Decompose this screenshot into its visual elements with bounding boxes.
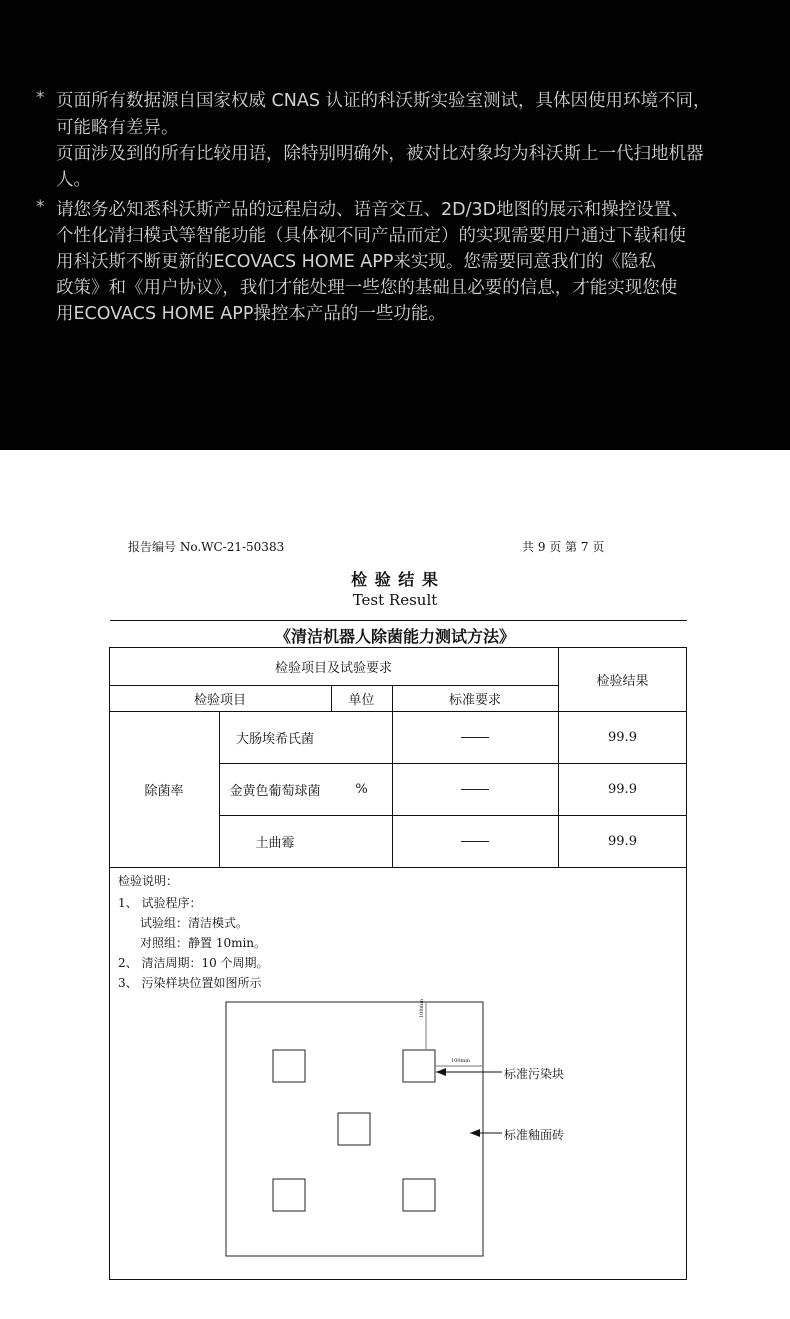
- report-title-cn: 检 验 结 果: [351, 570, 439, 589]
- disclaimer-line: 人。: [56, 170, 91, 190]
- sample-block: [273, 1179, 305, 1211]
- result-value: 99.9: [608, 729, 637, 745]
- disclaimer-line: 页面涉及到的所有比较用语，除特别明确外，被对比对象均为科沃斯上一代扫地机器: [56, 144, 704, 164]
- bullet-star: *: [36, 88, 45, 108]
- notes-heading: 检验说明：: [118, 874, 179, 888]
- arrow-head: [436, 1068, 446, 1076]
- label-sample-block: 标准污染块: [504, 1067, 565, 1081]
- item-name: 土曲霉: [255, 835, 295, 851]
- page-indicator: 共 9 页 第 7 页: [522, 540, 605, 554]
- sample-block: [273, 1050, 305, 1082]
- arrow-head: [470, 1129, 480, 1137]
- header-standard: 标准要求: [448, 692, 501, 708]
- label-glazed-tile: 标准釉面砖: [504, 1128, 565, 1142]
- test-method-title: 《清洁机器人除菌能力测试方法》: [274, 627, 515, 646]
- disclaimer-line: 请您务必知悉科沃斯产品的远程启动、语音交互、2D/3D地图的展示和操控设置、: [56, 200, 689, 220]
- header-unit: 单位: [348, 692, 375, 708]
- notes-item: 1、 试验程序：: [118, 896, 202, 910]
- disclaimer-line: 页面所有数据源自国家权威 CNAS 认证的科沃斯实验室测试，具体因使用环境不同，: [56, 91, 711, 111]
- group-label: 除菌率: [144, 783, 184, 799]
- notes-item: 3、 污染样块位置如图所示: [118, 976, 262, 990]
- sample-block: [403, 1050, 435, 1082]
- header-group: 检验项目及试验要求: [274, 660, 392, 676]
- dimension-label-vertical: 100mm: [419, 998, 425, 1018]
- sample-block: [403, 1179, 435, 1211]
- header-result: 检验结果: [596, 673, 649, 689]
- report-number: 报告编号 No.WC-21-50383: [128, 540, 285, 554]
- result-value: 99.9: [608, 833, 637, 849]
- item-name: 大肠埃希氏菌: [235, 731, 314, 747]
- disclaimer-line: 可能略有差异。: [56, 118, 179, 138]
- item-name: 金黄色葡萄球菌: [229, 783, 321, 799]
- notes-item: 试验组：清洁模式。: [140, 916, 249, 930]
- disclaimer-line: 政策》和《用户协议》，我们才能处理一些您的基础且必要的信息，才能实现您使: [56, 278, 678, 298]
- unit-cell: %: [355, 781, 368, 797]
- notes-item: 2、 清洁周期：10 个周期。: [118, 956, 269, 970]
- glazed-tile: [226, 1002, 483, 1256]
- disclaimer-line: 个性化清扫模式等智能功能（具体视不同产品而定）的实现需要用户通过下载和使: [56, 226, 686, 246]
- report-title-en: Test Result: [352, 591, 438, 609]
- sample-block: [338, 1113, 370, 1145]
- disclaimer-line: 用ECOVACS HOME APP操控本产品的一些功能。: [56, 304, 446, 324]
- result-value: 99.9: [608, 781, 637, 797]
- dimension-label-horizontal: 100mm: [451, 1058, 471, 1064]
- bullet-star: *: [36, 197, 45, 217]
- disclaimer-line: 用科沃斯不断更新的ECOVACS HOME APP来实现。您需要同意我们的《隐私: [56, 252, 656, 272]
- notes-item: 对照组：静置 10min。: [140, 936, 267, 950]
- header-item: 检验项目: [193, 692, 246, 708]
